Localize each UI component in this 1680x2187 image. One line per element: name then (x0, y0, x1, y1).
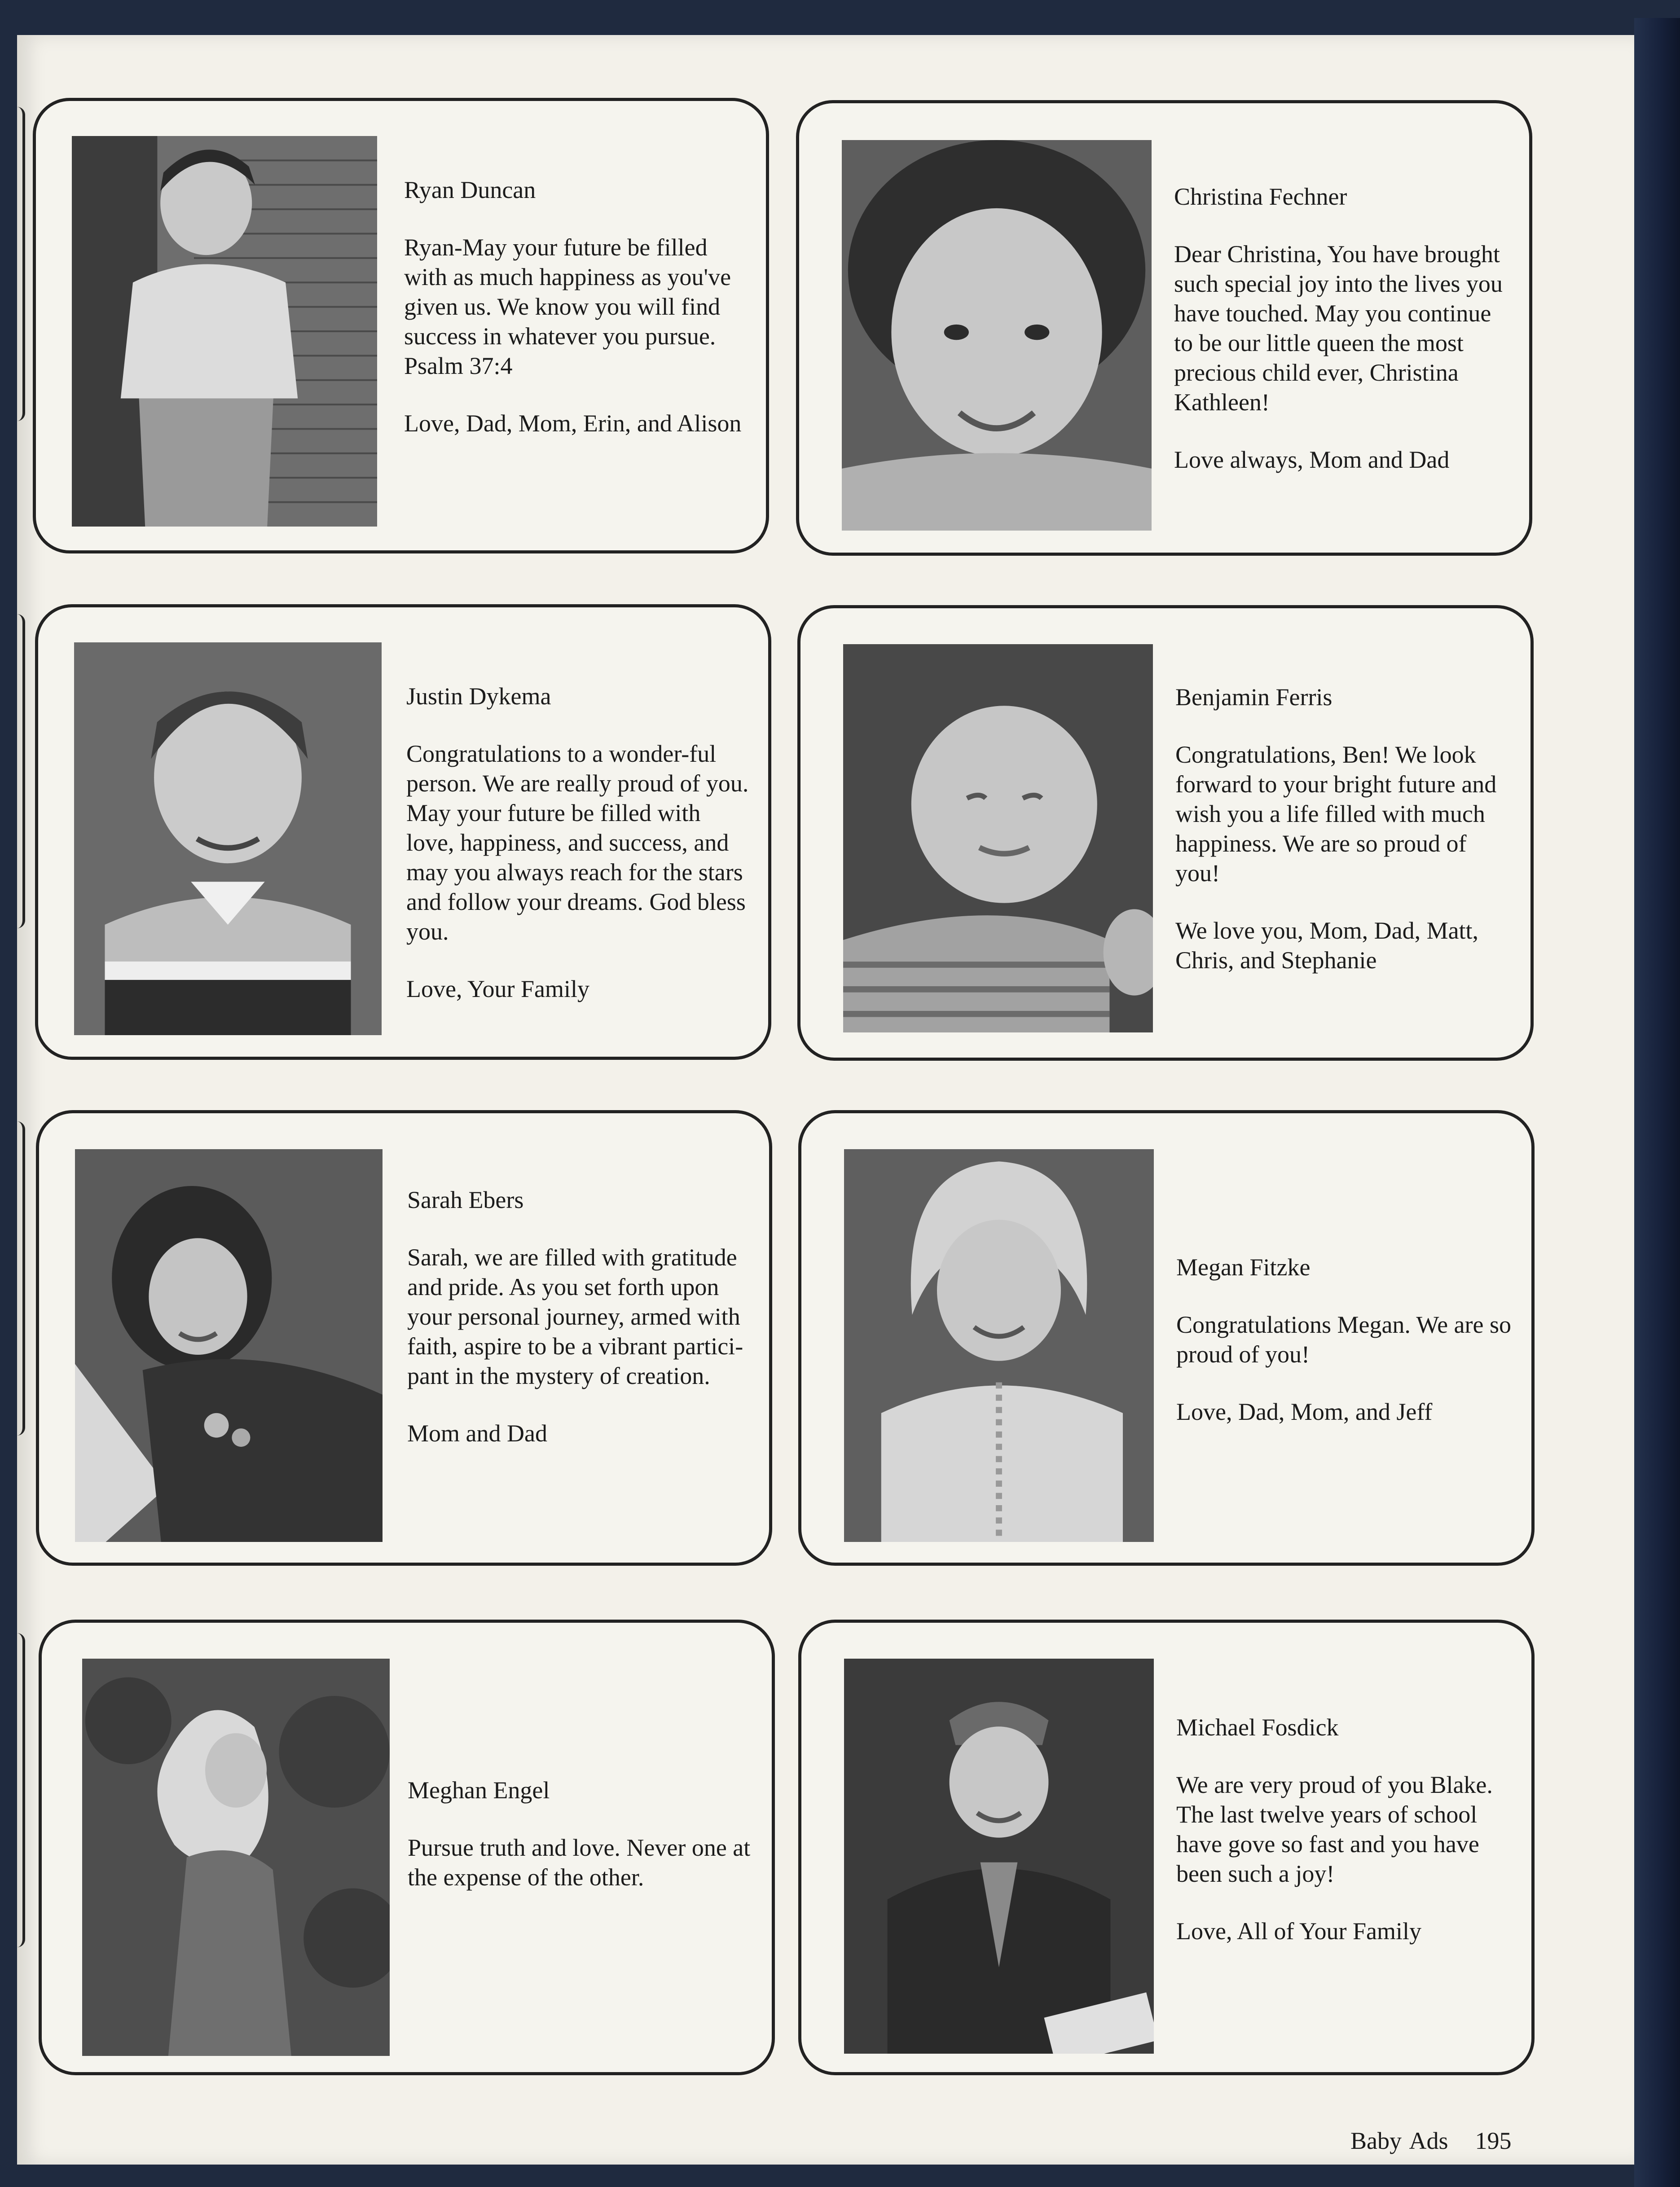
ad-message: Congratulations to a wonder-ful person. We are really proud of you. May your future be filled with love, happiness, and success, and may you always reach for the stars and follow your dreams. God bless you. (406, 740, 749, 945)
baby-photo (844, 1149, 1154, 1542)
baby-ad-card (797, 605, 1534, 1061)
child-name: Megan Fitzke (1176, 1254, 1311, 1281)
ad-message: Ryan-May your future be filled with as much happiness as you've given us. We know you will find success in whatever you pursue. Psalm 37:4 (404, 234, 731, 379)
baby-photo (843, 644, 1153, 1032)
ad-closing: We love you, Mom, Dad, Matt, Chris, and Stephanie (1175, 917, 1479, 974)
child-name: Sarah Ebers (407, 1186, 524, 1213)
ad-message: Sarah, we are filled with gratitude and pride. As you set forth upon your personal journey, armed with faith, aspire to be a vibrant partici-pant in the mystery of creation. (407, 1244, 743, 1389)
ad-message: Congratulations Megan. We are so proud of you! (1176, 1311, 1511, 1368)
page-footer (1350, 2127, 1512, 2155)
baby-ad-card (798, 1620, 1535, 2075)
book-spine (1634, 18, 1680, 2187)
ad-closing: Mom and Dad (407, 1420, 547, 1447)
ad-closing: Love, Your Family (406, 975, 590, 1002)
child-name: Justin Dykema (406, 683, 551, 710)
baby-ad-card (796, 100, 1532, 556)
facing-page-edge (17, 1121, 25, 1436)
child-name: Benjamin Ferris (1175, 684, 1333, 711)
child-name: Christina Fechner (1174, 183, 1347, 210)
baby-ad-card (36, 1110, 772, 1566)
ad-message: Pursue truth and love. Never one at the expense of the other. (408, 1834, 751, 1891)
baby-ad-card (798, 1110, 1535, 1566)
facing-page-edge (17, 614, 25, 928)
yearbook-page (17, 35, 1634, 2165)
ad-closing: Love, All of Your Family (1176, 1918, 1422, 1945)
child-name: Ryan Duncan (404, 176, 536, 203)
ad-message: Congratulations, Ben! We look forward to your bright future and wish you a life filled with much happiness. We are so proud of you! (1175, 741, 1497, 887)
baby-ad-card (33, 98, 769, 553)
section-label: Baby Ads (1350, 2127, 1448, 2154)
baby-photo (72, 136, 377, 527)
ad-closing: Love always, Mom and Dad (1174, 446, 1450, 473)
ad-closing: Love, Dad, Mom, Erin, and Alison (404, 410, 742, 437)
page-number: 195 (1475, 2127, 1512, 2154)
baby-photo (75, 1149, 383, 1542)
baby-ad-card (35, 604, 771, 1060)
facing-page-edge (17, 107, 25, 421)
baby-photo (842, 140, 1152, 531)
baby-photo (74, 642, 382, 1035)
child-name: Meghan Engel (408, 1777, 550, 1804)
baby-photo (82, 1659, 390, 2056)
ad-closing: Love, Dad, Mom, and Jeff (1176, 1398, 1433, 1425)
baby-ad-card (39, 1620, 775, 2075)
ad-message: We are very proud of you Blake. The last twelve years of school have gove so fast and you have been such a joy! (1176, 1771, 1493, 1887)
baby-photo (844, 1659, 1154, 2054)
facing-page-edge (17, 1633, 25, 1947)
child-name: Michael Fosdick (1176, 1714, 1339, 1741)
ad-message: Dear Christina, You have brought such special joy into the lives you have touched. May you continue to be our little queen the most precious child ever, Christina Kathleen! (1174, 241, 1503, 416)
